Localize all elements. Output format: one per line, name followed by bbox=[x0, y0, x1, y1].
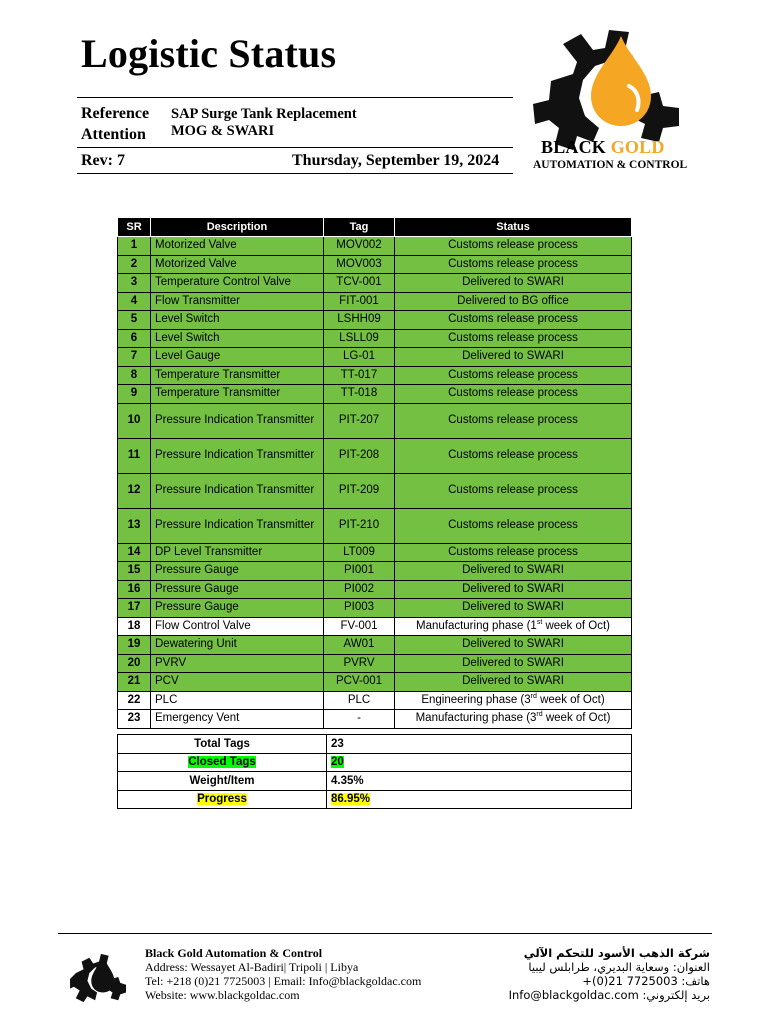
row-status-text: week of Oct) bbox=[536, 693, 605, 706]
row-tag: - bbox=[324, 710, 395, 729]
row-description: Pressure Gauge bbox=[151, 599, 324, 618]
row-tag: PIT-208 bbox=[324, 438, 395, 473]
row-status-text: week of Oct) bbox=[542, 712, 611, 724]
row-status: Customs release process bbox=[395, 366, 632, 385]
summary-table bbox=[117, 734, 632, 809]
table-row bbox=[118, 580, 632, 599]
row-description: Pressure Indication Transmitter bbox=[151, 508, 324, 543]
table-header-row bbox=[118, 218, 632, 237]
row-tag: FV-001 bbox=[324, 617, 395, 636]
table-row bbox=[118, 562, 632, 581]
row-status: Customs release process bbox=[395, 255, 632, 274]
row-description: PCV bbox=[151, 673, 324, 692]
table-row bbox=[118, 438, 632, 473]
footer-contact: Tel: +218 (0)21 7725003 | Email: Info@blackgoldac.com bbox=[145, 974, 422, 988]
row-description: DP Level Transmitter bbox=[151, 543, 324, 562]
row-status: Customs release process bbox=[395, 543, 632, 562]
row-tag: LSHH09 bbox=[324, 311, 395, 330]
row-tag: TT-018 bbox=[324, 385, 395, 404]
row-status: Delivered to SWARI bbox=[395, 673, 632, 692]
row-description: Motorized Valve bbox=[151, 237, 324, 256]
row-sr: 19 bbox=[118, 636, 151, 655]
row-sr: 20 bbox=[118, 654, 151, 673]
row-description: Temperature Transmitter bbox=[151, 385, 324, 404]
brand-subtitle: AUTOMATION & CONTROL bbox=[533, 159, 688, 171]
row-tag: MOV003 bbox=[324, 255, 395, 274]
row-status bbox=[395, 617, 632, 636]
footer-contact-en bbox=[145, 946, 421, 1002]
table-row bbox=[118, 508, 632, 543]
row-status bbox=[395, 691, 632, 710]
row-status: Delivered to SWARI bbox=[395, 599, 632, 618]
row-status: Delivered to SWARI bbox=[395, 636, 632, 655]
row-status: Customs release process bbox=[395, 385, 632, 404]
table-row bbox=[118, 654, 632, 673]
total-tags-value: 23 bbox=[327, 735, 632, 754]
row-description: Level Switch bbox=[151, 329, 324, 348]
brand-name-gold: GOLD bbox=[610, 137, 665, 157]
row-status-ordinal: rd bbox=[536, 711, 543, 719]
row-tag: FIT-001 bbox=[324, 292, 395, 311]
closed-tags-label: Closed Tags bbox=[188, 756, 256, 769]
row-sr: 11 bbox=[118, 438, 151, 473]
row-description: Temperature Transmitter bbox=[151, 366, 324, 385]
row-sr: 16 bbox=[118, 580, 151, 599]
row-status-ordinal: st bbox=[536, 618, 543, 626]
table-row bbox=[118, 691, 632, 710]
table-row bbox=[118, 255, 632, 274]
header-divider bbox=[77, 97, 513, 98]
row-status-text: Engineering phase (3 bbox=[421, 693, 531, 706]
reference-value: SAP Surge Tank Replacement bbox=[171, 106, 357, 122]
row-tag: PCV-001 bbox=[324, 673, 395, 692]
table-row bbox=[118, 403, 632, 438]
row-tag: MOV002 bbox=[324, 237, 395, 256]
row-tag: PVRV bbox=[324, 654, 395, 673]
closed-tags-value: 20 bbox=[331, 756, 344, 769]
table-row bbox=[118, 617, 632, 636]
row-tag: PLC bbox=[324, 691, 395, 710]
total-tags-label: Total Tags bbox=[118, 735, 327, 754]
row-status: Delivered to SWARI bbox=[395, 274, 632, 293]
row-status: Customs release process bbox=[395, 237, 632, 256]
row-description: Flow Transmitter bbox=[151, 292, 324, 311]
table-row bbox=[118, 329, 632, 348]
row-sr: 3 bbox=[118, 274, 151, 293]
progress-value: 86.95% bbox=[331, 793, 371, 806]
row-sr: 22 bbox=[118, 691, 151, 710]
row-status: Customs release process bbox=[395, 438, 632, 473]
row-description: Emergency Vent bbox=[151, 710, 324, 729]
row-status: Customs release process bbox=[395, 473, 632, 508]
row-tag: LSLL09 bbox=[324, 329, 395, 348]
row-sr: 17 bbox=[118, 599, 151, 618]
row-description: Pressure Indication Transmitter bbox=[151, 403, 324, 438]
row-description: PVRV bbox=[151, 654, 324, 673]
row-sr: 18 bbox=[118, 617, 151, 636]
row-tag: LG-01 bbox=[324, 348, 395, 367]
footer-contact-ar bbox=[509, 946, 710, 1002]
table-body bbox=[118, 237, 632, 729]
table-row bbox=[118, 237, 632, 256]
column-header-description: Description bbox=[151, 218, 324, 237]
column-header-sr: SR bbox=[118, 218, 151, 237]
footer-arabic-address: العنوان: وسعاية البديري، طرابلس ليبيا bbox=[528, 960, 710, 974]
row-description: Flow Control Valve bbox=[151, 617, 324, 636]
row-description: Pressure Indication Transmitter bbox=[151, 473, 324, 508]
row-status: Customs release process bbox=[395, 329, 632, 348]
table-row bbox=[118, 599, 632, 618]
footer-logo-icon bbox=[70, 950, 128, 1006]
row-sr: 9 bbox=[118, 385, 151, 404]
row-status-text: Manufacturing phase (1 bbox=[415, 619, 537, 632]
report-date: Thursday, September 19, 2024 bbox=[292, 152, 500, 169]
logistic-status-table bbox=[117, 217, 632, 729]
table-row bbox=[118, 710, 632, 729]
row-description: PLC bbox=[151, 691, 324, 710]
column-header-tag: Tag bbox=[324, 218, 395, 237]
row-tag: LT009 bbox=[324, 543, 395, 562]
table-row bbox=[118, 673, 632, 692]
row-status: Delivered to SWARI bbox=[395, 580, 632, 599]
row-sr: 23 bbox=[118, 710, 151, 729]
row-status: Customs release process bbox=[395, 403, 632, 438]
header-divider bbox=[77, 173, 513, 174]
column-header-status: Status bbox=[395, 218, 632, 237]
table-row bbox=[118, 473, 632, 508]
table-row bbox=[118, 348, 632, 367]
row-description: Level Switch bbox=[151, 311, 324, 330]
summary-row bbox=[118, 753, 632, 772]
summary-row bbox=[118, 735, 632, 754]
table-row bbox=[118, 636, 632, 655]
row-sr: 2 bbox=[118, 255, 151, 274]
row-status: Customs release process bbox=[395, 311, 632, 330]
row-sr: 4 bbox=[118, 292, 151, 311]
weight-item-value: 4.35% bbox=[327, 772, 632, 791]
page-title: Logistic Status bbox=[81, 31, 337, 76]
reference-label: Reference bbox=[81, 105, 150, 122]
row-description: Dewatering Unit bbox=[151, 636, 324, 655]
row-status-text: week of Oct) bbox=[542, 619, 611, 632]
row-sr: 12 bbox=[118, 473, 151, 508]
table-row bbox=[118, 292, 632, 311]
table-row bbox=[118, 274, 632, 293]
row-description: Level Gauge bbox=[151, 348, 324, 367]
row-tag: PIT-209 bbox=[324, 473, 395, 508]
row-sr: 8 bbox=[118, 366, 151, 385]
row-sr: 21 bbox=[118, 673, 151, 692]
row-description: Pressure Indication Transmitter bbox=[151, 438, 324, 473]
footer-arabic-phone: هاتف: 7725003 21(0)+ bbox=[582, 974, 710, 988]
row-sr: 13 bbox=[118, 508, 151, 543]
row-sr: 15 bbox=[118, 562, 151, 581]
table-row bbox=[118, 311, 632, 330]
row-description: Pressure Gauge bbox=[151, 580, 324, 599]
table-row bbox=[118, 366, 632, 385]
row-sr: 10 bbox=[118, 403, 151, 438]
row-status: Delivered to SWARI bbox=[395, 562, 632, 581]
table-row bbox=[118, 543, 632, 562]
row-sr: 1 bbox=[118, 237, 151, 256]
row-sr: 5 bbox=[118, 311, 151, 330]
row-tag: PI001 bbox=[324, 562, 395, 581]
table-row bbox=[118, 385, 632, 404]
progress-label: Progress bbox=[197, 793, 247, 806]
row-tag: PI003 bbox=[324, 599, 395, 618]
attention-value: MOG & SWARI bbox=[171, 123, 275, 139]
header-divider bbox=[77, 147, 513, 148]
row-status-text: Manufacturing phase (3 bbox=[415, 712, 537, 724]
row-tag: PIT-207 bbox=[324, 403, 395, 438]
row-status: Delivered to BG office bbox=[395, 292, 632, 311]
footer-arabic-company: شركة الذهب الأسود للتحكم الآلي bbox=[523, 946, 710, 960]
brand-name bbox=[541, 137, 665, 158]
brand-name-black: BLACK bbox=[541, 137, 607, 157]
row-status: Delivered to SWARI bbox=[395, 654, 632, 673]
row-status: Delivered to SWARI bbox=[395, 348, 632, 367]
summary-row bbox=[118, 790, 632, 809]
row-tag: TCV-001 bbox=[324, 274, 395, 293]
row-status bbox=[395, 710, 632, 729]
revision: Rev: 7 bbox=[81, 152, 125, 169]
row-status: Customs release process bbox=[395, 508, 632, 543]
weight-item-label: Weight/Item bbox=[118, 772, 327, 791]
summary-row bbox=[118, 772, 632, 791]
row-tag: PI002 bbox=[324, 580, 395, 599]
row-sr: 14 bbox=[118, 543, 151, 562]
row-tag: AW01 bbox=[324, 636, 395, 655]
footer-website: Website: www.blackgoldac.com bbox=[145, 988, 300, 1002]
attention-label: Attention bbox=[81, 126, 146, 143]
footer-company-name: Black Gold Automation & Control bbox=[145, 946, 323, 960]
footer-address: Address: Wessayet Al-Badiri| Tripoli | Libya bbox=[145, 960, 359, 974]
row-description: Pressure Gauge bbox=[151, 562, 324, 581]
row-sr: 7 bbox=[118, 348, 151, 367]
footer-arabic-email: بريد إلكتروني: Info@blackgoldac.com bbox=[508, 988, 710, 1002]
row-description: Motorized Valve bbox=[151, 255, 324, 274]
row-tag: TT-017 bbox=[324, 366, 395, 385]
footer-divider bbox=[58, 933, 712, 934]
row-description: Temperature Control Valve bbox=[151, 274, 324, 293]
row-tag: PIT-210 bbox=[324, 508, 395, 543]
row-status-ordinal: rd bbox=[530, 692, 537, 700]
row-sr: 6 bbox=[118, 329, 151, 348]
